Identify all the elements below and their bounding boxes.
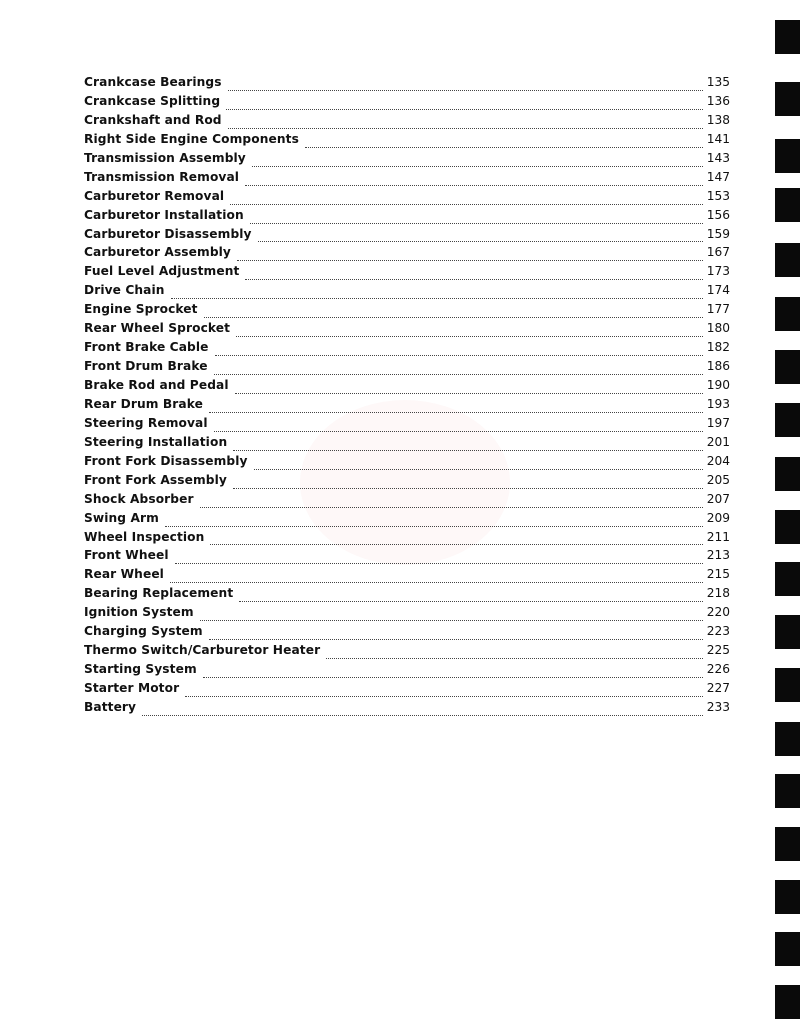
toc-entry[interactable] bbox=[84, 605, 730, 624]
toc-entry-page-number: 186 bbox=[706, 359, 730, 374]
toc-entry-title: Rear Wheel Sprocket bbox=[84, 321, 231, 336]
thumb-tab-mark bbox=[775, 985, 800, 1019]
toc-entry[interactable] bbox=[84, 511, 730, 530]
toc-entry-page-number: 138 bbox=[706, 112, 730, 127]
dot-leader bbox=[236, 335, 703, 337]
toc-entry-page-number: 227 bbox=[706, 681, 730, 695]
dot-leader bbox=[326, 657, 703, 659]
toc-entry-page-number: 223 bbox=[706, 624, 730, 639]
toc-entry-title: Charging System bbox=[84, 624, 203, 639]
toc-entry[interactable] bbox=[84, 700, 730, 719]
table-of-contents bbox=[84, 75, 730, 719]
toc-entry[interactable] bbox=[84, 548, 730, 567]
thumb-tab-mark bbox=[775, 668, 800, 702]
toc-entry-title: Shock Absorber bbox=[84, 491, 194, 506]
toc-entry-title: Front Wheel bbox=[84, 548, 169, 563]
toc-entry-page-number: 153 bbox=[706, 188, 730, 203]
toc-entry-title: Engine Sprocket bbox=[84, 302, 198, 317]
toc-entry-page-number: 226 bbox=[706, 662, 730, 677]
dot-leader bbox=[230, 203, 703, 205]
toc-entry-page-number: 209 bbox=[706, 510, 730, 525]
toc-entry-page-number: 220 bbox=[706, 605, 730, 620]
toc-entry-title: Ignition System bbox=[84, 605, 194, 620]
toc-entry-title: Thermo Switch/Carburetor Heater bbox=[84, 643, 321, 658]
toc-entry-page-number: 167 bbox=[706, 245, 730, 260]
dot-leader bbox=[305, 146, 703, 148]
toc-entry-page-number: 215 bbox=[706, 567, 730, 582]
toc-entry[interactable] bbox=[84, 113, 730, 132]
toc-entry-title: Wheel Inspection bbox=[84, 529, 205, 544]
dot-leader bbox=[233, 487, 703, 489]
dot-leader bbox=[228, 127, 703, 129]
toc-entry[interactable] bbox=[84, 302, 730, 321]
thumb-tab-mark bbox=[775, 827, 800, 861]
toc-entry-title: Starter Motor bbox=[84, 681, 180, 695]
toc-entry-title: Starting System bbox=[84, 662, 197, 677]
toc-entry-title: Crankcase Splitting bbox=[84, 93, 221, 108]
toc-entry[interactable] bbox=[84, 227, 730, 246]
toc-entry[interactable] bbox=[84, 662, 730, 681]
toc-entry-title: Front Fork Disassembly bbox=[84, 453, 248, 468]
toc-entry-page-number: 218 bbox=[706, 586, 730, 601]
toc-entry[interactable] bbox=[84, 189, 730, 208]
thumb-tab-mark bbox=[775, 82, 800, 116]
toc-entry[interactable] bbox=[84, 94, 730, 113]
toc-entry-page-number: 197 bbox=[706, 415, 730, 430]
toc-entry-page-number: 156 bbox=[706, 207, 730, 222]
thumb-tab-mark bbox=[775, 562, 800, 596]
dot-leader bbox=[204, 316, 703, 318]
toc-entry-title: Brake Rod and Pedal bbox=[84, 378, 229, 392]
toc-entry-title: Carburetor Installation bbox=[84, 207, 244, 222]
thumb-tab-mark bbox=[775, 510, 800, 544]
toc-entry[interactable] bbox=[84, 321, 730, 340]
toc-entry[interactable] bbox=[84, 454, 730, 473]
toc-entry-title: Front Drum Brake bbox=[84, 359, 208, 374]
toc-entry-title: Carburetor Removal bbox=[84, 188, 225, 203]
thumb-tab-mark bbox=[775, 615, 800, 649]
toc-entry-page-number: 204 bbox=[706, 453, 730, 468]
dot-leader bbox=[228, 89, 703, 91]
dot-leader bbox=[245, 278, 703, 280]
dot-leader bbox=[233, 449, 703, 451]
toc-entry-title: Steering Removal bbox=[84, 415, 208, 430]
thumb-tab-mark bbox=[775, 20, 800, 54]
thumb-tab-mark bbox=[775, 722, 800, 756]
dot-leader bbox=[226, 108, 703, 110]
toc-entry[interactable] bbox=[84, 643, 730, 662]
toc-entry-title: Battery bbox=[84, 699, 137, 714]
dot-leader bbox=[254, 468, 703, 470]
toc-entry-title: Carburetor Disassembly bbox=[84, 226, 252, 241]
dot-leader bbox=[200, 619, 703, 621]
toc-entry-page-number: 177 bbox=[706, 302, 730, 317]
toc-entry-page-number: 135 bbox=[706, 75, 730, 89]
thumb-tab-mark bbox=[775, 457, 800, 491]
thumb-tab-mark bbox=[775, 932, 800, 966]
toc-entry-title: Crankshaft and Rod bbox=[84, 112, 222, 127]
toc-entry[interactable] bbox=[84, 378, 730, 397]
dot-leader bbox=[185, 695, 703, 697]
toc-entry[interactable] bbox=[84, 416, 730, 435]
toc-entry-page-number: 173 bbox=[706, 264, 730, 279]
thumb-tab-mark bbox=[775, 297, 800, 331]
toc-entry-title: Rear Drum Brake bbox=[84, 396, 203, 411]
toc-entry[interactable] bbox=[84, 75, 730, 94]
toc-entry-page-number: 193 bbox=[706, 396, 730, 411]
thumb-tab-mark bbox=[775, 774, 800, 808]
toc-entry[interactable] bbox=[84, 530, 730, 549]
toc-entry[interactable] bbox=[84, 567, 730, 586]
thumb-tab-mark bbox=[775, 880, 800, 914]
toc-entry[interactable] bbox=[84, 397, 730, 416]
thumb-tab-mark bbox=[775, 350, 800, 384]
section-thumb-tabs bbox=[770, 0, 800, 1035]
toc-entry[interactable] bbox=[84, 586, 730, 605]
toc-entry-page-number: 174 bbox=[706, 283, 730, 298]
toc-entry-title: Steering Installation bbox=[84, 434, 228, 449]
toc-entry-title: Rear Wheel bbox=[84, 567, 164, 582]
dot-leader bbox=[258, 240, 703, 242]
toc-entry[interactable] bbox=[84, 264, 730, 283]
toc-entry-page-number: 159 bbox=[706, 226, 730, 241]
dot-leader bbox=[171, 297, 703, 299]
toc-entry-title: Carburetor Assembly bbox=[84, 245, 231, 260]
toc-entry-title: Bearing Replacement bbox=[84, 586, 234, 601]
dot-leader bbox=[250, 222, 703, 224]
toc-entry-page-number: 213 bbox=[706, 548, 730, 563]
toc-entry-title: Crankcase Bearings bbox=[84, 75, 222, 89]
dot-leader bbox=[170, 581, 703, 583]
thumb-tab-mark bbox=[775, 139, 800, 173]
dot-leader bbox=[209, 411, 703, 413]
toc-entry[interactable] bbox=[84, 208, 730, 227]
toc-entry-page-number: 211 bbox=[706, 529, 730, 544]
dot-leader bbox=[239, 600, 703, 602]
toc-entry-title: Transmission Removal bbox=[84, 169, 240, 184]
dot-leader bbox=[142, 714, 703, 716]
toc-entry[interactable] bbox=[84, 132, 730, 151]
thumb-tab-mark bbox=[775, 243, 800, 277]
toc-entry[interactable] bbox=[84, 624, 730, 643]
dot-leader bbox=[210, 543, 703, 545]
toc-entry[interactable] bbox=[84, 492, 730, 511]
toc-entry-page-number: 233 bbox=[706, 699, 730, 714]
toc-entry-page-number: 201 bbox=[706, 434, 730, 449]
dot-leader bbox=[175, 562, 703, 564]
dot-leader bbox=[245, 184, 703, 186]
dot-leader bbox=[209, 638, 703, 640]
thumb-tab-mark bbox=[775, 403, 800, 437]
dot-leader bbox=[203, 676, 703, 678]
toc-entry-page-number: 180 bbox=[706, 321, 730, 336]
toc-entry-page-number: 143 bbox=[706, 150, 730, 165]
dot-leader bbox=[252, 165, 703, 167]
toc-entry-page-number: 207 bbox=[706, 491, 730, 506]
toc-entry-page-number: 136 bbox=[706, 93, 730, 108]
toc-entry-title: Transmission Assembly bbox=[84, 150, 246, 165]
toc-entry-page-number: 182 bbox=[706, 340, 730, 355]
toc-entry-title: Fuel Level Adjustment bbox=[84, 264, 240, 279]
toc-entry[interactable] bbox=[84, 435, 730, 454]
toc-entry-title: Swing Arm bbox=[84, 510, 159, 525]
dot-leader bbox=[214, 373, 703, 375]
toc-entry-title: Front Fork Assembly bbox=[84, 472, 227, 487]
dot-leader bbox=[215, 354, 703, 356]
toc-entry-title: Drive Chain bbox=[84, 283, 165, 298]
dot-leader bbox=[165, 525, 703, 527]
dot-leader bbox=[214, 430, 703, 432]
toc-entry-page-number: 205 bbox=[706, 472, 730, 487]
toc-entry[interactable] bbox=[84, 359, 730, 378]
dot-leader bbox=[235, 392, 703, 394]
dot-leader bbox=[200, 506, 703, 508]
toc-entry-page-number: 147 bbox=[706, 169, 730, 184]
toc-entry[interactable] bbox=[84, 340, 730, 359]
toc-entry[interactable] bbox=[84, 283, 730, 302]
thumb-tab-mark bbox=[775, 188, 800, 222]
toc-entry-page-number: 225 bbox=[706, 643, 730, 658]
toc-entry-title: Front Brake Cable bbox=[84, 340, 209, 355]
toc-entry[interactable] bbox=[84, 245, 730, 264]
toc-entry[interactable] bbox=[84, 151, 730, 170]
dot-leader bbox=[237, 259, 703, 261]
toc-entry[interactable] bbox=[84, 473, 730, 492]
toc-entry[interactable] bbox=[84, 681, 730, 700]
toc-entry[interactable] bbox=[84, 170, 730, 189]
toc-entry-title: Right Side Engine Components bbox=[84, 131, 299, 146]
toc-entry-page-number: 190 bbox=[706, 378, 730, 392]
toc-entry-page-number: 141 bbox=[706, 131, 730, 146]
